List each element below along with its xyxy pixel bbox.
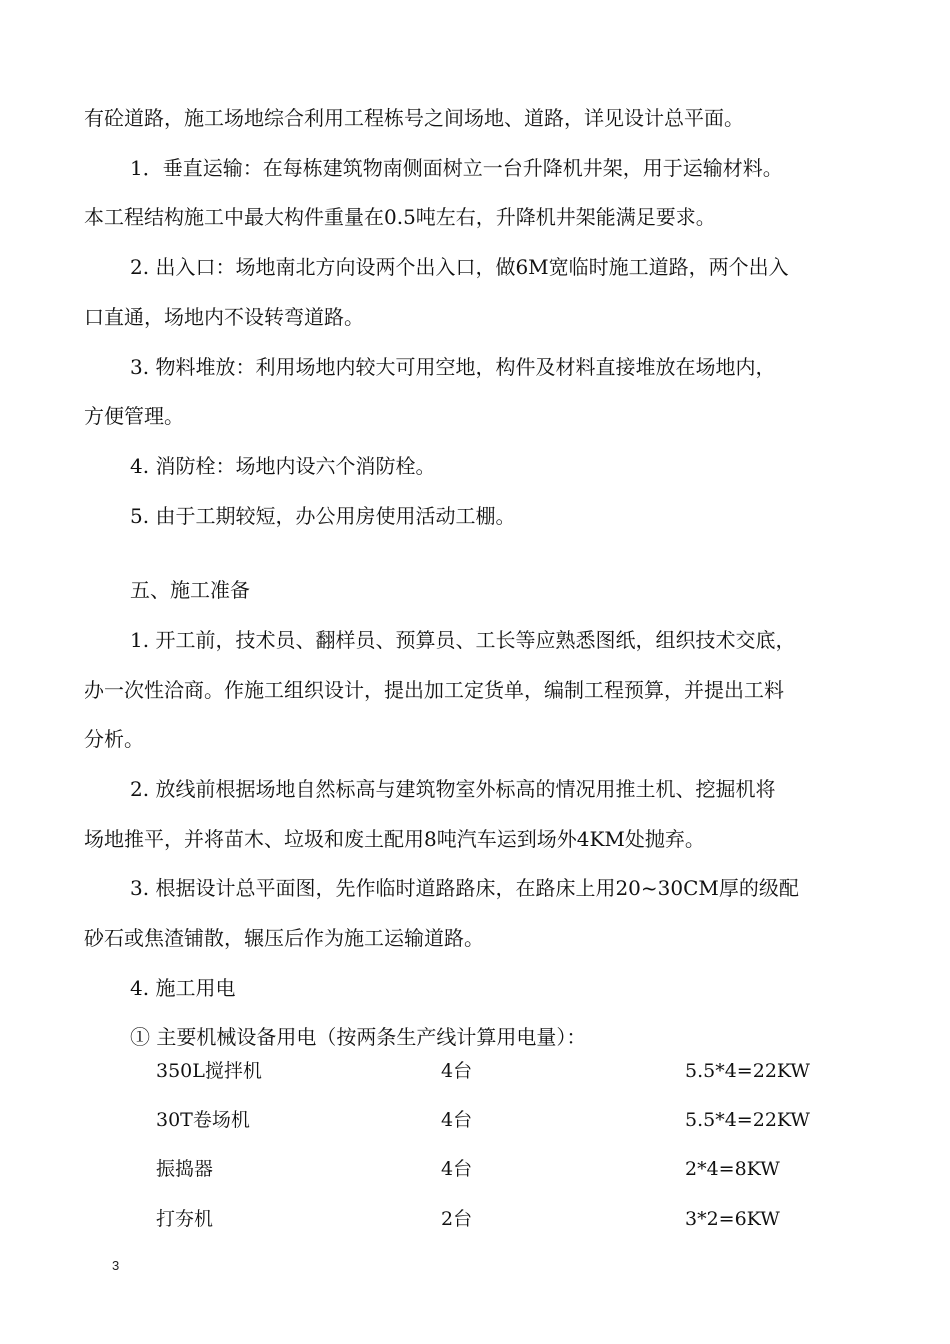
equipment-name: 打夯机 (156, 1208, 214, 1230)
equipment-power: 2*4=8KW (685, 1158, 780, 1180)
page-number: 3 (112, 1258, 120, 1273)
equipment-quantity: 4台 (441, 1109, 473, 1131)
equipment-quantity: 2台 (441, 1208, 473, 1230)
equipment-name: 振捣器 (156, 1158, 214, 1180)
equipment-quantity: 4台 (441, 1060, 473, 1082)
paragraph-line: 4. 施工用电 (130, 976, 236, 1000)
list-item-heading: ① 主要机械设备用电（按两条生产线计算用电量）： (130, 1025, 587, 1049)
equipment-quantity: 4台 (441, 1158, 473, 1180)
paragraph-line: 3. 物料堆放：利用场地内较大可用空地，构件及材料直接堆放在场地内， (130, 355, 776, 379)
paragraph-line: 1．垂直运输：在每栋建筑物南侧面树立一台升降机井架，用于运输材料。 (130, 156, 783, 180)
paragraph-line: 分析。 (84, 727, 144, 751)
paragraph-line: 4. 消防栓：场地内设六个消防栓。 (130, 454, 436, 478)
paragraph-line: 5. 由于工期较短，办公用房使用活动工棚。 (130, 504, 516, 528)
paragraph-line: 3. 根据设计总平面图，先作临时道路路床，在路床上用20~30CM厚的级配 (130, 876, 799, 900)
section-heading: 五、施工准备 (130, 578, 250, 602)
paragraph-line: 2. 出入口：场地南北方向设两个出入口，做6M宽临时施工道路，两个出入 (130, 255, 789, 279)
equipment-power: 5.5*4=22KW (685, 1060, 810, 1082)
paragraph-line: 场地推平，并将苗木、垃圾和废土配用8吨汽车运到场外4KM处抛弃。 (84, 827, 705, 851)
equipment-name: 350L搅拌机 (156, 1060, 262, 1082)
paragraph-line: 有砼道路，施工场地综合利用工程栋号之间场地、道路，详见设计总平面。 (84, 106, 744, 130)
paragraph-line: 本工程结构施工中最大构件重量在0.5吨左右，升降机井架能满足要求。 (84, 205, 716, 229)
paragraph-line: 方便管理。 (84, 404, 184, 428)
paragraph-line: 砂石或焦渣铺散，辗压后作为施工运输道路。 (84, 926, 484, 950)
equipment-name: 30T卷场机 (156, 1109, 250, 1131)
paragraph-line: 2. 放线前根据场地自然标高与建筑物室外标高的情况用推土机、挖掘机将 (130, 777, 776, 801)
paragraph-line: 办一次性洽商。作施工组织设计，提出加工定货单，编制工程预算，并提出工料 (84, 678, 784, 702)
paragraph-line: 口直通，场地内不设转弯道路。 (84, 305, 364, 329)
paragraph-line: 1. 开工前，技术员、翻样员、预算员、工长等应熟悉图纸，组织技术交底， (130, 628, 796, 652)
equipment-power: 5.5*4=22KW (685, 1109, 810, 1131)
equipment-power: 3*2=6KW (685, 1208, 780, 1230)
